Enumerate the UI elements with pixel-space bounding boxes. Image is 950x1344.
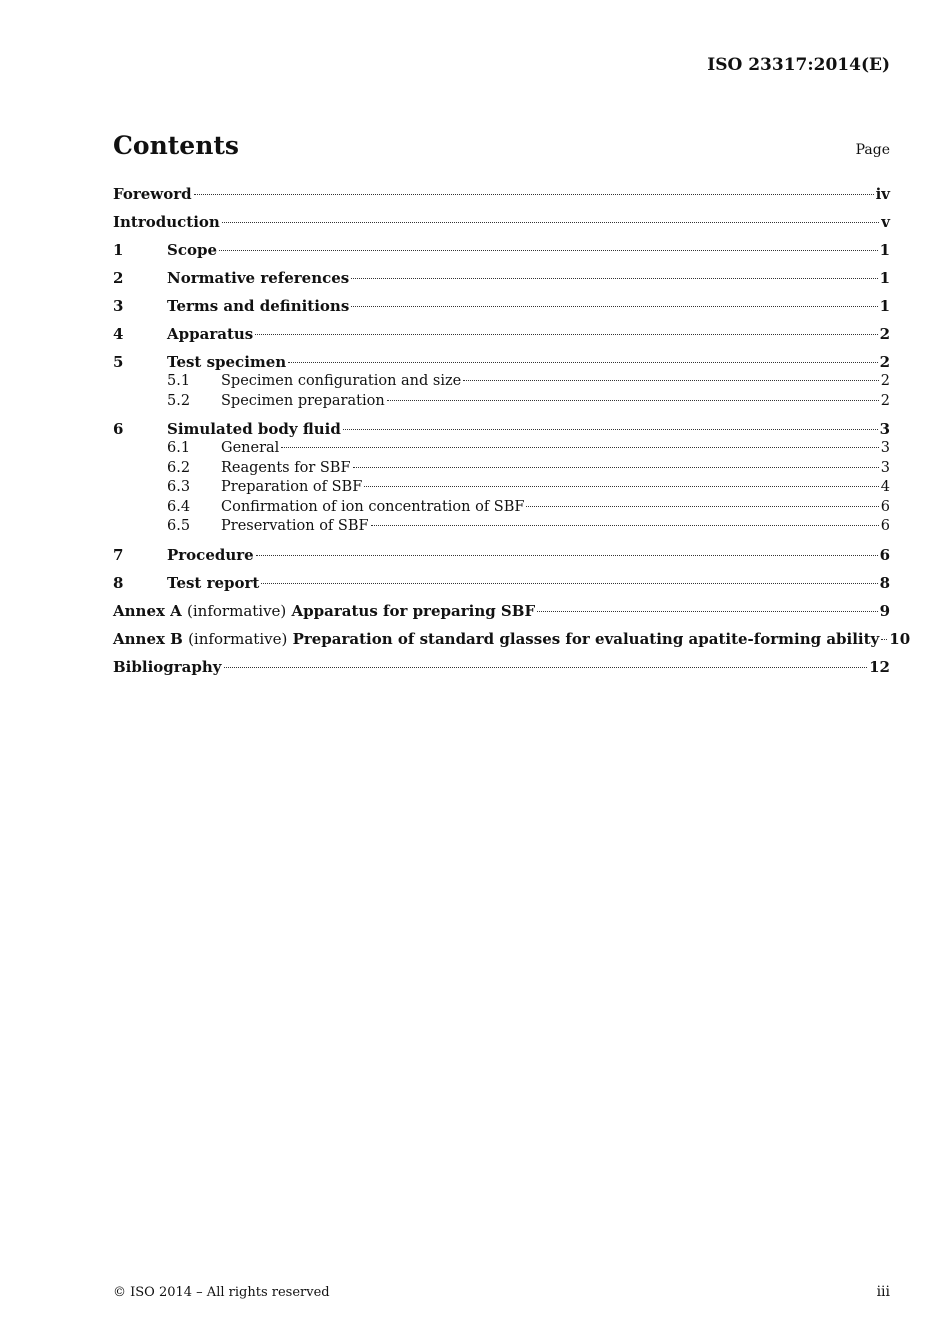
- toc-entry-page: v: [881, 213, 890, 231]
- toc-entry-reagents-for-sbf[interactable]: [113, 459, 890, 479]
- toc-entry-page: 9: [879, 601, 890, 620]
- dot-leader: [224, 667, 868, 668]
- toc-entry-title: Preservation of SBF: [221, 518, 369, 534]
- dot-leader: [881, 639, 887, 640]
- toc-entry-title: Specimen configuration and size: [221, 373, 462, 389]
- dot-leader: [526, 506, 878, 507]
- toc-entry-page: 2: [879, 325, 890, 343]
- toc-entry-bibliography[interactable]: [113, 658, 890, 677]
- document-id: ISO 23317:2014(E): [707, 55, 890, 75]
- dot-leader: [222, 222, 879, 223]
- dot-leader: [261, 583, 877, 584]
- toc-entry-number: 5.2: [167, 392, 191, 409]
- toc-entry-title: [113, 602, 535, 621]
- toc-entry-number: 6.4: [167, 498, 191, 515]
- dot-leader: [194, 194, 874, 195]
- annex-type: (informative): [187, 601, 287, 620]
- dot-leader: [288, 362, 877, 363]
- toc-entry-page: iv: [875, 185, 890, 203]
- toc-entry-number: 3: [113, 297, 124, 315]
- toc-entry-page: 3: [880, 440, 890, 456]
- toc-entry-number: 6.1: [167, 440, 191, 456]
- toc-entry-procedure[interactable]: [113, 546, 890, 565]
- toc-entry-number: 5: [113, 353, 124, 371]
- toc-entry-specimen-preparation[interactable]: [113, 392, 890, 412]
- toc-entry-page: 8: [879, 573, 890, 592]
- page-column-label: Page: [855, 142, 890, 158]
- toc-entry-specimen-configuration[interactable]: [113, 372, 890, 392]
- toc-entry-page: 2: [879, 353, 890, 371]
- toc-entry-number: 6: [113, 420, 124, 438]
- toc-entry-page: 1: [879, 241, 890, 259]
- toc-entry-page: 6: [880, 498, 890, 515]
- toc-entry-page: 6: [879, 545, 890, 564]
- toc-entry-number: 2: [113, 269, 124, 287]
- toc-entry-title: Test report: [167, 573, 260, 592]
- dot-leader: [351, 278, 877, 279]
- toc-entry-page: 6: [880, 518, 890, 534]
- toc-entry-title: Simulated body fluid: [167, 420, 341, 438]
- toc-entry-test-specimen[interactable]: [113, 353, 890, 372]
- toc-entry-title: Introduction: [113, 213, 220, 231]
- table-of-contents: [113, 185, 911, 677]
- dot-leader: [343, 429, 878, 430]
- toc-entry-page: 3: [880, 459, 890, 476]
- toc-entry-number: 4: [113, 325, 124, 343]
- toc-entry-number: 8: [113, 573, 124, 592]
- toc-entry-page: 1: [879, 297, 890, 315]
- toc-entry-title: Preparation of SBF: [221, 479, 363, 495]
- toc-entry-simulated-body-fluid[interactable]: [113, 420, 890, 439]
- toc-entry-apparatus[interactable]: [113, 325, 890, 344]
- toc-entry-general[interactable]: [113, 439, 890, 459]
- toc-entry-title: Confirmation of ion concentration of SBF: [221, 498, 525, 515]
- toc-entry-annex-a[interactable]: [113, 602, 890, 621]
- toc-entry-confirmation-of-ion-concentration[interactable]: [113, 498, 890, 518]
- page-number: iii: [876, 1284, 890, 1300]
- toc-entry-normative-references[interactable]: [113, 269, 890, 288]
- toc-entry-terms-and-definitions[interactable]: [113, 297, 890, 316]
- toc-entry-number: 5.1: [167, 373, 191, 389]
- dot-leader: [256, 555, 878, 556]
- toc-entry-number: 7: [113, 545, 124, 564]
- annex-type: (informative): [188, 629, 288, 648]
- toc-entry-number: 6.3: [167, 479, 191, 495]
- toc-entry-page: 3: [879, 420, 890, 438]
- toc-entry-preparation-of-sbf[interactable]: [113, 478, 890, 498]
- dot-leader: [371, 525, 879, 526]
- dot-leader: [219, 250, 878, 251]
- toc-entry-page: 4: [880, 479, 890, 495]
- toc-entry-page: 12: [869, 657, 890, 676]
- toc-entry-title: Test specimen: [167, 353, 287, 371]
- toc-entry-title: Foreword: [113, 185, 192, 203]
- toc-entry-preservation-of-sbf[interactable]: [113, 517, 890, 537]
- toc-entry-foreword[interactable]: [113, 185, 890, 204]
- toc-entry-title: Apparatus: [167, 325, 254, 343]
- toc-entry-number: 6.5: [167, 518, 191, 534]
- dot-leader: [537, 611, 877, 612]
- toc-entry-number: 1: [113, 241, 124, 259]
- toc-entry-page: 10: [889, 629, 911, 648]
- toc-entry-title: Bibliography: [113, 657, 222, 676]
- toc-entry-title: Reagents for SBF: [221, 459, 351, 476]
- dot-leader: [281, 447, 878, 448]
- dot-leader: [463, 380, 879, 381]
- toc-entry-page: 2: [880, 373, 890, 389]
- toc-entry-test-report[interactable]: [113, 574, 890, 593]
- toc-entry-introduction[interactable]: [113, 213, 890, 232]
- dot-leader: [364, 486, 878, 487]
- toc-entry-title: Scope: [167, 241, 218, 259]
- annex-title: Apparatus for preparing SBF: [291, 601, 536, 620]
- toc-entry-annex-b[interactable]: [113, 629, 911, 649]
- toc-entry-title: Normative references: [167, 269, 350, 287]
- dot-leader: [387, 400, 879, 401]
- toc-entry-page: 2: [880, 392, 890, 409]
- toc-entry-title: Specimen preparation: [221, 392, 385, 409]
- toc-entry-number: 6.2: [167, 459, 191, 476]
- toc-entry-title: Terms and definitions: [167, 297, 350, 315]
- annex-label: Annex B: [113, 629, 183, 648]
- toc-entry-scope[interactable]: [113, 241, 890, 260]
- toc-entry-page: 1: [879, 269, 890, 287]
- annex-label: Annex A: [113, 601, 182, 620]
- copyright-notice: © ISO 2014 – All rights reserved: [113, 1285, 330, 1300]
- contents-title: Contents: [113, 131, 240, 160]
- toc-entry-title: Procedure: [167, 545, 254, 564]
- toc-entry-title: General: [221, 440, 280, 456]
- dot-leader: [255, 334, 877, 335]
- dot-leader: [353, 467, 879, 468]
- dot-leader: [351, 306, 877, 307]
- toc-entry-title: [113, 630, 879, 649]
- annex-title: Preparation of standard glasses for evaluating apatite-forming ability: [292, 629, 880, 648]
